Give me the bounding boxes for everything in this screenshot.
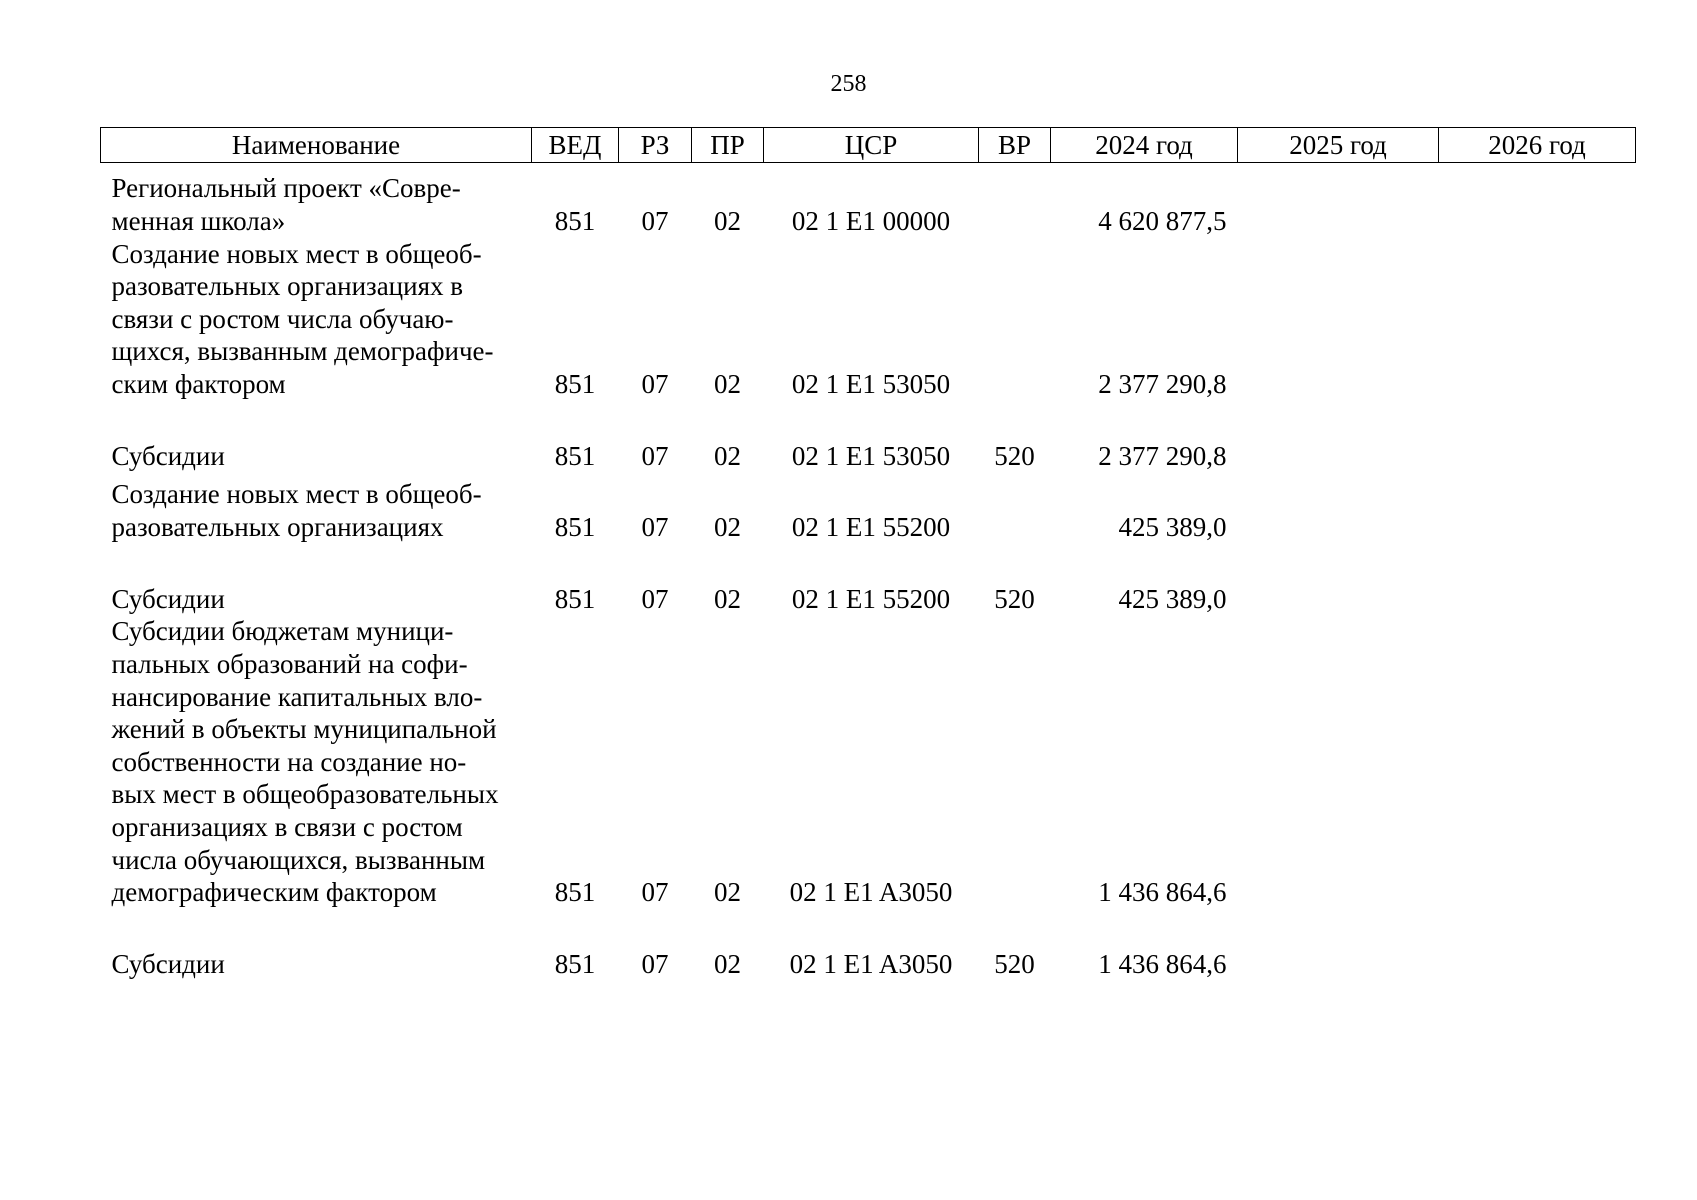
header-2025: 2025 год <box>1238 128 1439 163</box>
row-name-line: демографическим фактором <box>111 877 437 908</box>
rz-cell: 07 <box>641 368 669 399</box>
amount-2024-cell: 425 389,0 <box>1118 511 1227 542</box>
amount-2025-cell <box>1238 472 1439 543</box>
header-2026: 2026 год <box>1439 128 1636 163</box>
table-header <box>101 128 1636 163</box>
header-pr: ПР <box>692 128 764 163</box>
page-number: 258 <box>830 71 867 97</box>
row-name-line: ским фактором <box>111 368 286 399</box>
amount-2025-cell <box>1238 909 1439 981</box>
table-row <box>101 238 1636 401</box>
amount-2025-cell <box>1238 615 1439 908</box>
amount-2025-cell <box>1238 400 1439 472</box>
amount-2024-cell: 2 377 290,8 <box>1098 368 1227 399</box>
table-row <box>101 615 1636 908</box>
vr-cell: 520 <box>994 949 1035 980</box>
header-name: Наименование <box>101 128 532 163</box>
vr-cell: 520 <box>994 440 1035 471</box>
vr-cell: 520 <box>994 583 1035 614</box>
amount-2024-cell: 425 389,0 <box>1118 583 1227 614</box>
vr-cell <box>979 472 1051 543</box>
pr-cell: 02 <box>714 949 741 980</box>
csr-cell: 02 1 E1 55200 <box>791 583 951 614</box>
amount-2026-cell <box>1439 163 1636 238</box>
amount-2025-cell <box>1238 163 1439 238</box>
row-name-line: Субсидии <box>111 583 225 614</box>
amount-2025-cell <box>1238 238 1439 401</box>
row-name-line: связи с ростом числа обучаю- <box>111 303 454 334</box>
pr-cell: 02 <box>714 205 741 236</box>
amount-2026-cell <box>1439 909 1636 981</box>
table-row <box>101 543 1636 615</box>
row-name <box>101 163 532 238</box>
csr-cell: 02 1 E1 A3050 <box>789 877 953 908</box>
row-name-line: разовательных организациях <box>111 511 444 542</box>
header-2024: 2024 год <box>1051 128 1238 163</box>
row-name-line: организациях в связи с ростом <box>111 812 463 843</box>
table-row <box>101 400 1636 472</box>
ved-cell: 851 <box>554 368 596 399</box>
csr-cell: 02 1 E1 A3050 <box>789 949 953 980</box>
pr-cell: 02 <box>714 511 741 542</box>
csr-cell: 02 1 E1 53050 <box>791 440 951 471</box>
header-rz: РЗ <box>619 128 692 163</box>
amount-2024-cell: 1 436 864,6 <box>1098 877 1227 908</box>
amount-2026-cell <box>1439 238 1636 401</box>
row-name <box>101 543 532 615</box>
row-name-line: Субсидии <box>111 949 225 980</box>
pr-cell: 02 <box>714 583 741 614</box>
csr-cell: 02 1 E1 00000 <box>791 205 951 236</box>
vr-cell <box>979 163 1051 238</box>
amount-2026-cell <box>1439 615 1636 908</box>
row-name-line: пальных образований на софи- <box>111 649 468 680</box>
rz-cell: 07 <box>641 949 669 980</box>
row-name <box>101 909 532 981</box>
row-name <box>101 615 532 908</box>
amount-2025-cell <box>1238 543 1439 615</box>
row-name <box>101 238 532 401</box>
amount-2026-cell <box>1439 400 1636 472</box>
pr-cell: 02 <box>714 368 741 399</box>
row-name-line: жений в объекты муниципальной <box>111 714 497 745</box>
row-name <box>101 472 532 543</box>
pr-cell: 02 <box>714 440 741 471</box>
amount-2024-cell: 4 620 877,5 <box>1098 205 1227 236</box>
rz-cell: 07 <box>641 877 669 908</box>
rz-cell: 07 <box>641 440 669 471</box>
rz-cell: 07 <box>641 205 669 236</box>
ved-cell: 851 <box>554 877 596 908</box>
ved-cell: 851 <box>554 583 596 614</box>
csr-cell: 02 1 E1 55200 <box>791 511 951 542</box>
csr-cell: 02 1 E1 53050 <box>791 368 951 399</box>
row-name-line: щихся, вызванным демографиче- <box>111 336 494 367</box>
amount-2026-cell <box>1439 543 1636 615</box>
vr-cell <box>979 238 1051 401</box>
pr-cell: 02 <box>714 877 741 908</box>
ved-cell: 851 <box>554 511 596 542</box>
ved-cell: 851 <box>554 949 596 980</box>
rz-cell: 07 <box>641 511 669 542</box>
table-row <box>101 472 1636 543</box>
ved-cell: 851 <box>554 205 596 236</box>
table-row <box>101 163 1636 238</box>
budget-table <box>100 127 1636 981</box>
row-name-line: разовательных организациях в <box>111 271 464 302</box>
row-name-line: собственности на создание но- <box>111 746 467 777</box>
row-name-line: Субсидии бюджетам муници- <box>111 616 454 647</box>
table-body <box>101 163 1636 981</box>
amount-2024-cell: 1 436 864,6 <box>1098 949 1227 980</box>
row-name <box>101 400 532 472</box>
vr-cell <box>979 615 1051 908</box>
header-ved: ВЕД <box>532 128 619 163</box>
header-vr: ВР <box>979 128 1051 163</box>
header-row <box>101 128 1636 163</box>
row-name-line: Создание новых мест в общеоб- <box>111 238 482 269</box>
table-row <box>101 909 1636 981</box>
row-name-line: Региональный проект «Совре- <box>111 173 461 204</box>
header-csr: ЦСР <box>764 128 979 163</box>
row-name-line: вых мест в общеобразовательных <box>111 779 499 810</box>
amount-2024-cell: 2 377 290,8 <box>1098 440 1227 471</box>
rz-cell: 07 <box>641 583 669 614</box>
ved-cell: 851 <box>554 440 596 471</box>
row-name-line: Создание новых мест в общеоб- <box>111 479 482 510</box>
row-name-line: менная школа» <box>111 205 286 236</box>
row-name-line: Субсидии <box>111 440 225 471</box>
row-name-line: нансирование капитальных вло- <box>111 681 483 712</box>
amount-2026-cell <box>1439 472 1636 543</box>
row-name-line: числа обучающихся, вызванным <box>111 844 486 875</box>
